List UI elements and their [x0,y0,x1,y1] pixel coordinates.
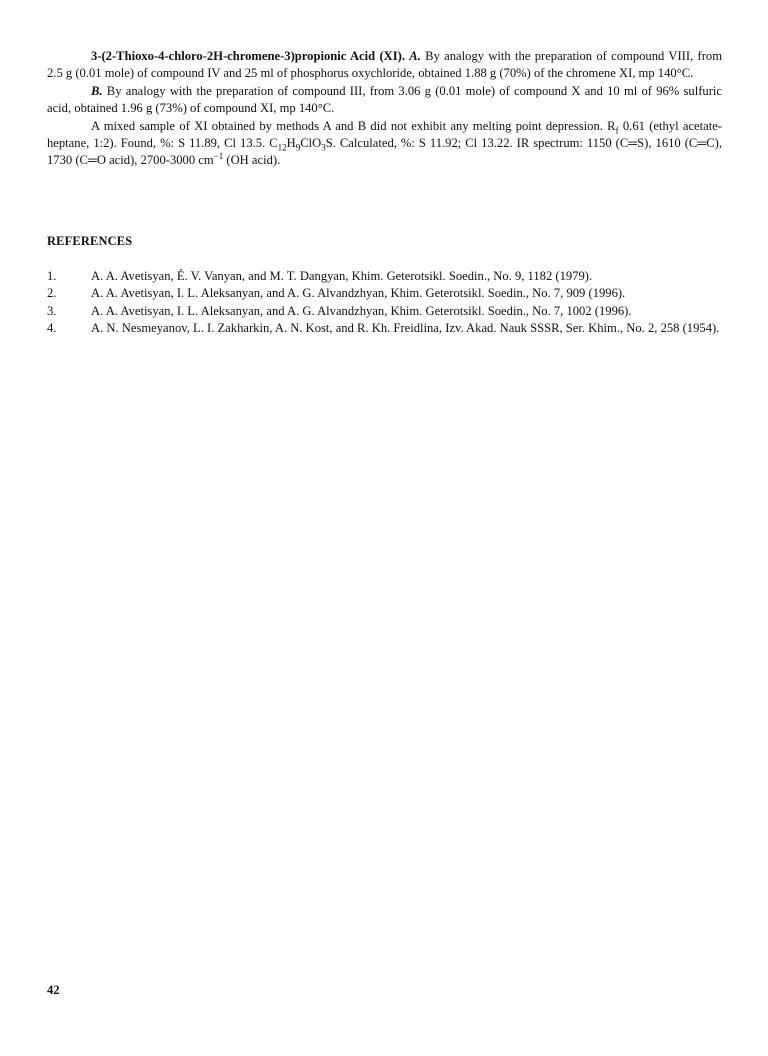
mixed-sample-paragraph [47,118,722,170]
references-heading: REFERENCES [47,234,133,248]
reference-item [47,303,722,320]
formula-clo: ClO [300,136,322,151]
reference-text: A. A. Avetisyan, I. L. Aleksanyan, and A. G. Alvandzhyan, Khim. Geterotsikl. Soedin., No. 7, 909 (1996). [91,286,626,301]
rf-subscript: f [615,125,619,136]
mixed-sample-text: A mixed sample of XI obtained by methods A and B did not exhibit any melting point depression. R [91,118,616,133]
ir-end-text: (OH acid). [223,153,281,168]
calculated-ir-text: S. Calculated, %: S 11.92; Cl 13.22. IR spectrum: 1150 (C═S), 1610 (C═C), 1730 (C═O acid), 2700-3000 cm [47,136,722,168]
method-a-paragraph [47,48,722,83]
formula-h: H [286,136,296,151]
method-a-text: By analogy with the preparation of compound VIII, from 2.5 g (0.01 mole) of compound IV and 25 ml of phosphorus oxychloride, obtained 1.88 g (70%) of the chromene XI, mp 140°C. [47,49,723,81]
reference-item [47,268,722,285]
reference-text: A. N. Nesmeyanov, L. I. Zakharkin, A. N. Kost, and R. Kh. Freidlina, Izv. Akad. Nauk SSSR, Ser. Khim., No. 2, 258 (1954). [91,321,720,336]
reference-number: 4. [47,321,57,336]
compound-title: 3-(2-Thioxo-4-chloro-2H-chromene-3)propionic Acid (XI). [91,49,405,63]
formula-h-subscript: 9 [295,142,301,153]
reference-number: 3. [47,303,57,318]
rf-analysis-text: 0.61 (ethyl acetate-heptane, 1:2). Found, %: S 11.89, Cl 13.5. C [47,118,722,151]
reference-text: A. A. Avetisyan, É. V. Vanyan, and M. T. Dangyan, Khim. Geterotsikl. Soedin., No. 9, 1182 (1979). [91,269,593,283]
references-list [47,268,722,338]
experimental-section [47,48,722,170]
formula-c-subscript: 12 [277,142,287,153]
reference-item [47,285,722,302]
reference-text: A. A. Avetisyan, I. L. Aleksanyan, and A. G. Alvandzhyan, Khim. Geterotsikl. Soedin., No. 7, 1002 (1996). [91,303,632,318]
method-b-paragraph [47,83,722,118]
reference-number: 1. [47,269,57,283]
method-b-text: By analogy with the preparation of compound III, from 3.06 g (0.01 mole) of compound X and 10 ml of 96% sulfuric acid, obtained 1.96 g (73%) of compound XI, mp 140°C. [47,83,722,116]
reference-item [47,320,722,337]
method-b-label: B. [91,83,103,98]
cm-superscript: −1 [213,151,224,162]
method-a-label: A. [409,49,421,63]
formula-o-subscript: 3 [321,142,326,153]
page-number: 42 [47,983,60,997]
reference-number: 2. [47,286,57,301]
